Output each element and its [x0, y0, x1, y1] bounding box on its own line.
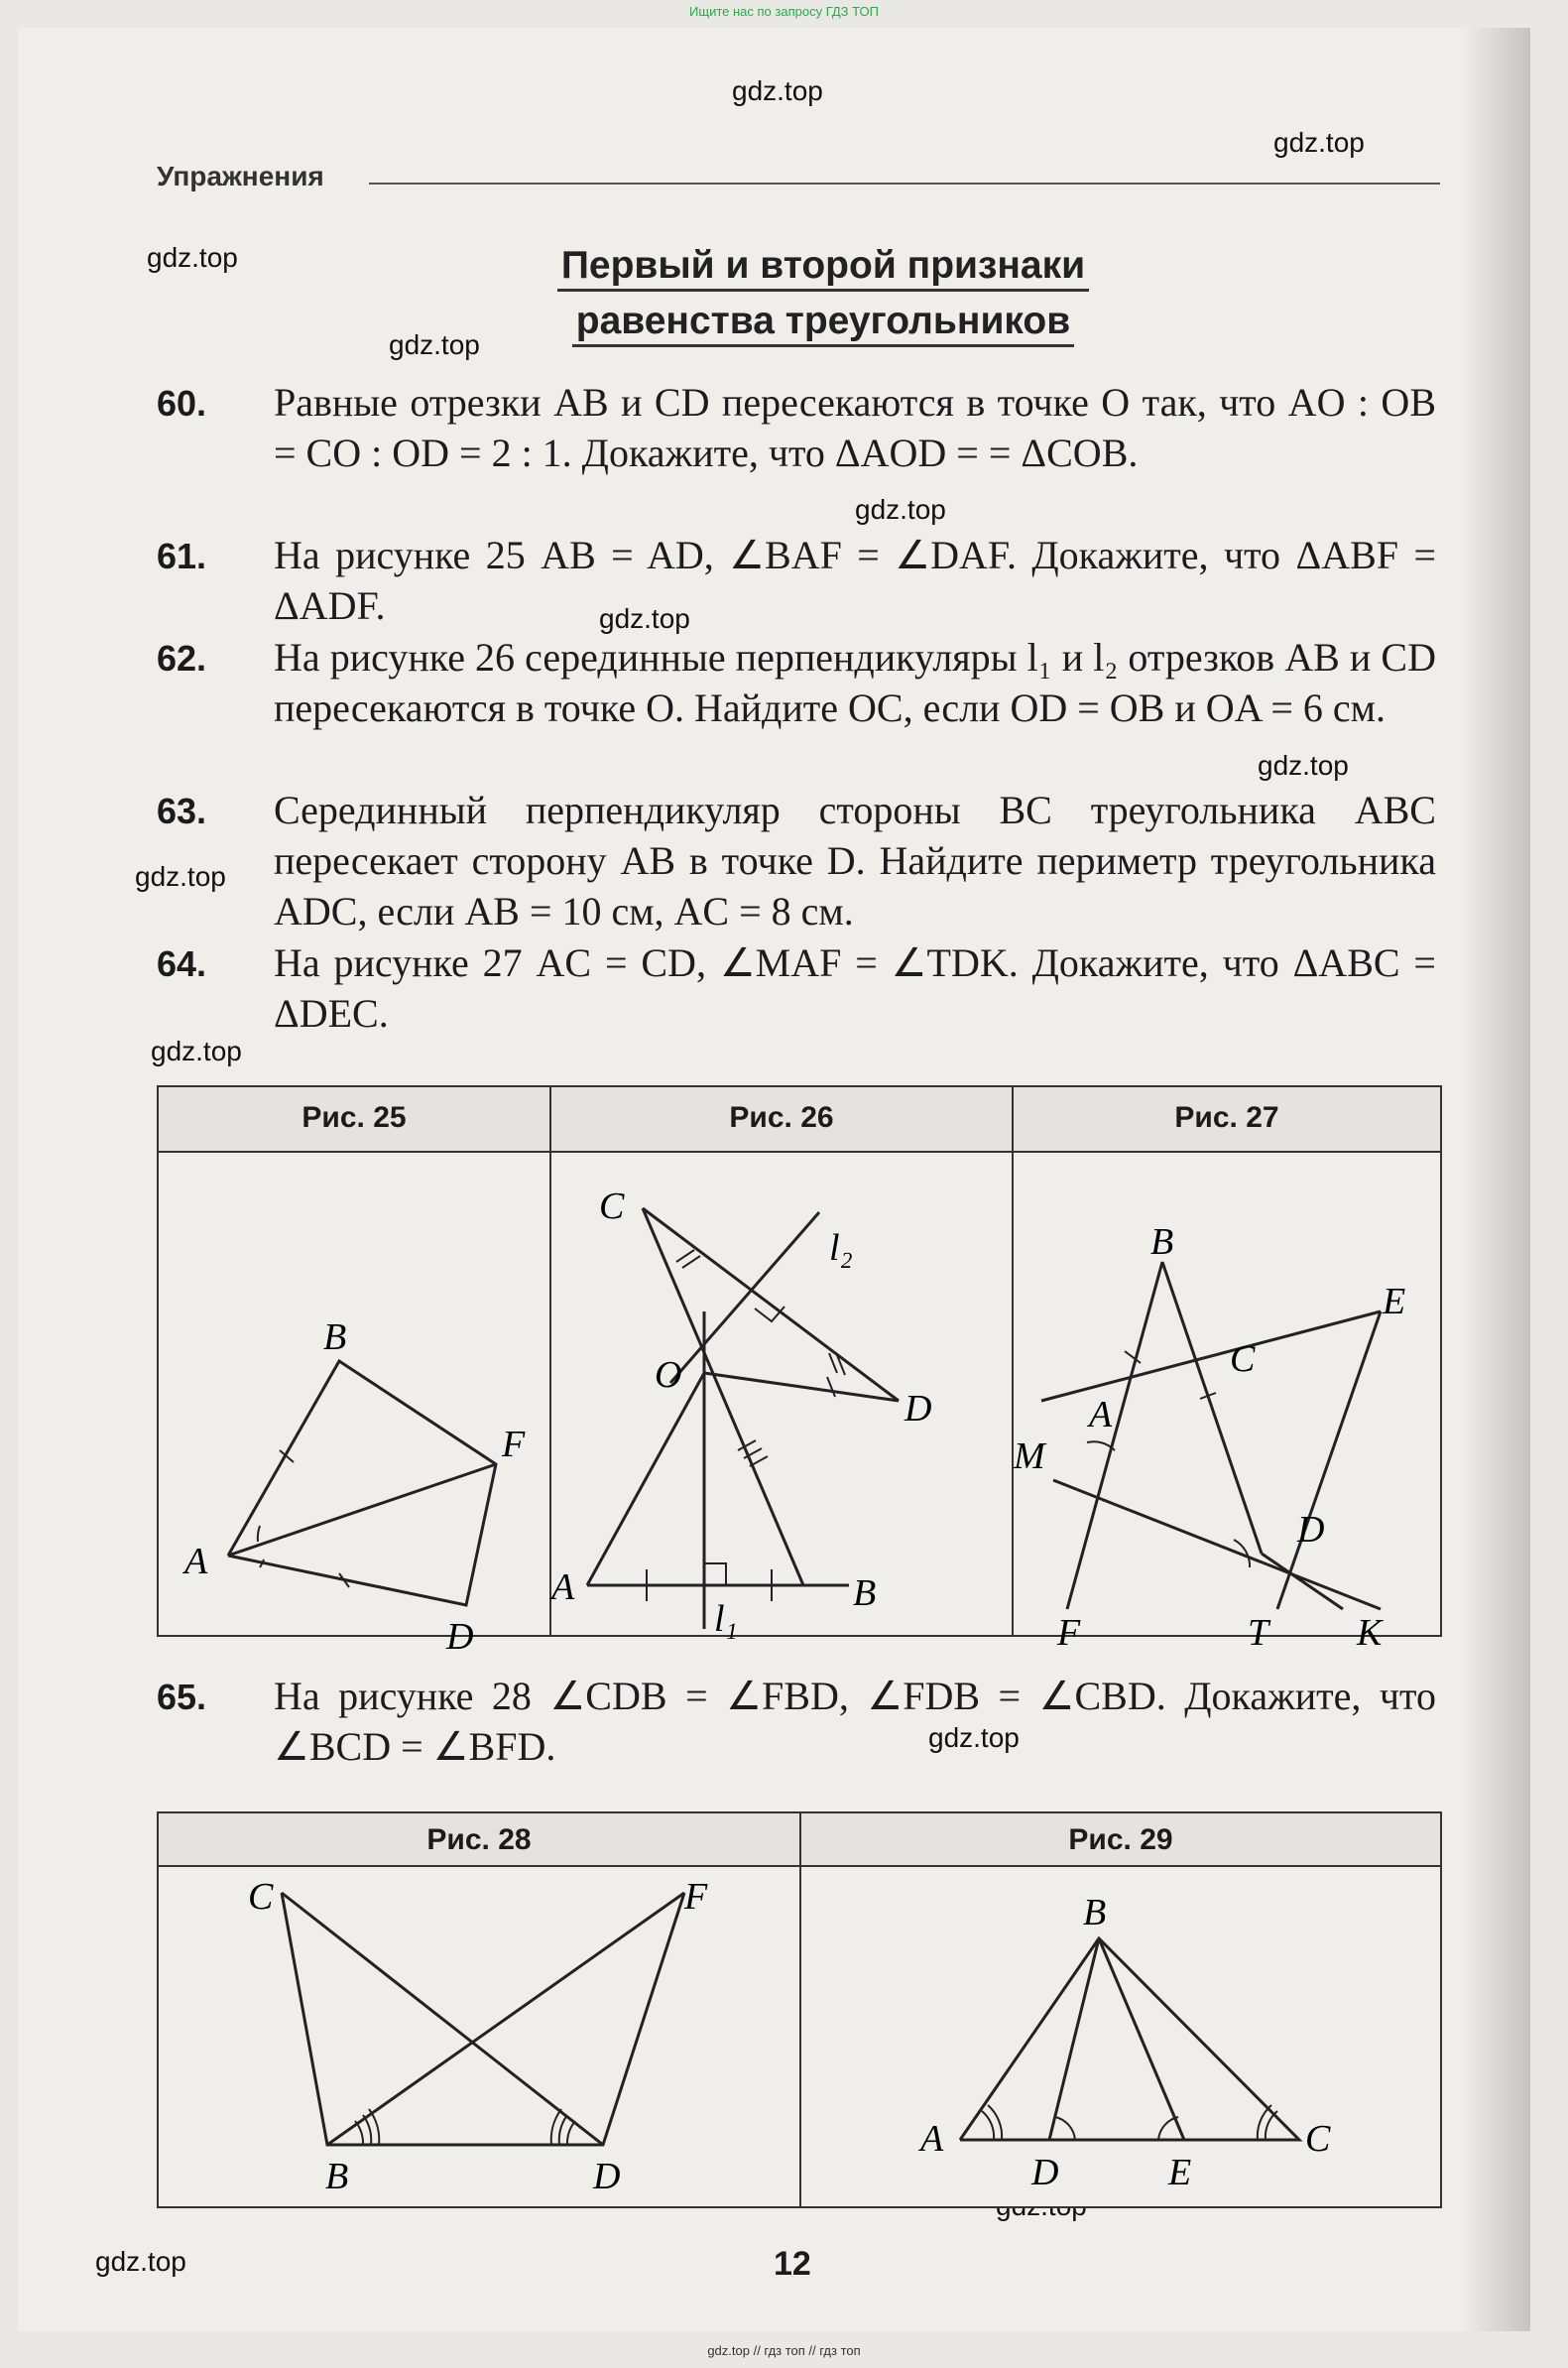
angle-arc — [982, 2111, 994, 2140]
figure-28-title: Рис. 28 — [426, 1823, 532, 1856]
fig27-line-et — [1277, 1311, 1381, 1609]
fig27-line-bd — [1162, 1262, 1262, 1554]
fig27-label-f: F — [1057, 1612, 1081, 1654]
watermark: gdz.top — [151, 1036, 242, 1066]
fig27-label-b: B — [1150, 1221, 1174, 1263]
fig26-line-l2 — [670, 1212, 819, 1383]
figure-25-drawing — [159, 1153, 549, 1658]
fig27-line-dk — [1262, 1554, 1343, 1609]
fig27-line-bf — [1067, 1262, 1162, 1609]
figures-25-27-table — [157, 1085, 1442, 1658]
exercise-number: 64. — [157, 943, 207, 984]
fig25-label-b: B — [323, 1316, 347, 1358]
angle-arc — [1055, 2117, 1075, 2140]
fig26-segment-ao — [587, 1373, 704, 1585]
watermark: gdz.top — [389, 329, 480, 360]
watermark: gdz.top — [732, 75, 823, 106]
figure-25-title: Рис. 25 — [302, 1101, 407, 1134]
top-banner: Ищите нас по запросу ГДЗ ТОП — [689, 4, 879, 19]
section-label: Упражнения — [157, 161, 324, 191]
figure-27-title: Рис. 27 — [1174, 1101, 1279, 1134]
fig28-label-d: D — [593, 2156, 621, 2197]
fig25-diagonal-af — [228, 1464, 496, 1556]
fig29-label-e: E — [1168, 2152, 1192, 2193]
fig29-label-c: C — [1305, 2118, 1331, 2160]
fig29-segment-bd — [1049, 1938, 1099, 2140]
fig28-label-b: B — [325, 2156, 349, 2197]
exercise-text: Серединный перпендикуляр стороны BC треугольника ABC пересекает сторону AB в точке D. Найдите периметр треугольника ADC, если AB = 10 см, AC = 8 см. — [274, 788, 1436, 934]
exercise-text: На рисунке 28 ∠CDB = ∠FBD, ∠FDB = ∠CBD. Докажите, что ∠BCD = ∠BFD. — [274, 1674, 1436, 1769]
fig29-triangle-abc — [960, 1938, 1299, 2140]
exercise-text: Равные отрезки AB и CD пересекаются в точке O так, что AO : OB = CO : OD = 2 : 1. Докажите, что ΔAOD = = ΔCOB. — [274, 380, 1436, 475]
fig25-label-d: D — [446, 1616, 474, 1658]
fig28-label-f: F — [684, 1876, 708, 1918]
watermark: gdz.top — [95, 2246, 186, 2277]
exercise-number: 62. — [157, 638, 207, 679]
figures-28-29-table — [157, 1811, 1442, 2208]
fig26-label-o: O — [655, 1354, 682, 1396]
watermark: gdz.top — [855, 494, 946, 525]
exercise-number: 61. — [157, 536, 207, 576]
figure-26-drawing — [551, 1153, 1012, 1640]
watermark: gdz.top — [1258, 750, 1349, 781]
figure-26-title: Рис. 26 — [729, 1101, 834, 1134]
fig26-segment-co-ob — [643, 1208, 803, 1585]
exercise-number: 60. — [157, 383, 207, 424]
heading-line-2: равенства треугольников — [436, 300, 1210, 343]
watermark: gdz.top — [599, 603, 690, 634]
fig27-label-c: C — [1230, 1338, 1256, 1380]
figure-29-title: Рис. 29 — [1068, 1823, 1173, 1856]
tick-mark — [827, 1377, 835, 1397]
tick-mark — [829, 1353, 837, 1373]
figure-28-drawing — [159, 1867, 799, 2204]
figure-29-drawing — [801, 1867, 1440, 2204]
bottom-banner: gdz.top // гдз топ // гдз топ — [707, 2343, 861, 2358]
fig27-label-a: A — [1089, 1394, 1113, 1435]
angle-arc — [567, 2121, 575, 2145]
tick-mark — [676, 1250, 694, 1262]
fig26-label-l1: l₁ — [714, 1598, 738, 1640]
fig28-outer-path — [282, 1893, 684, 2145]
right-angle-mark — [704, 1563, 726, 1585]
watermark: gdz.top — [135, 861, 226, 892]
page-edge-shadow — [1461, 28, 1530, 2331]
exercise-number: 65. — [157, 1677, 207, 1717]
fig28-label-c: C — [248, 1876, 274, 1918]
fig29-label-b: B — [1083, 1892, 1107, 1933]
exercise-text: На рисунке 26 серединные перпендикуляры l₁ и l₂ отрезков AB и CD пересекаются в точке O. Найдите OC, если OD = OB и OA = 6 см. — [274, 635, 1436, 730]
fig27-label-d: D — [1297, 1509, 1325, 1551]
fig27-label-e: E — [1383, 1281, 1406, 1322]
section-rule — [369, 183, 1440, 185]
fig26-label-d: D — [905, 1388, 932, 1430]
fig29-label-d: D — [1031, 2152, 1059, 2193]
fig26-label-b: B — [853, 1572, 877, 1614]
page-number: 12 — [774, 2245, 811, 2283]
tick-mark — [750, 1456, 768, 1466]
watermark: gdz.top — [928, 1722, 1020, 1753]
fig25-label-f: F — [502, 1424, 526, 1465]
exercise-number: 63. — [157, 791, 207, 831]
fig29-segment-be — [1099, 1938, 1184, 2140]
fig26-label-a: A — [551, 1566, 575, 1608]
figure-27-drawing — [1014, 1153, 1440, 1654]
fig26-label-l2: l₂ — [829, 1227, 853, 1269]
exercise-text: На рисунке 27 AC = CD, ∠MAF = ∠TDK. Докажите, что ΔABC = ΔDEC. — [274, 940, 1436, 1036]
tick-mark — [682, 1256, 700, 1268]
fig25-quadrilateral — [228, 1361, 496, 1605]
fig28-segment-cd — [282, 1893, 603, 2145]
fig27-line-ak — [1053, 1480, 1381, 1609]
fig25-label-a: A — [184, 1541, 208, 1582]
fig28-segment-fb — [327, 1893, 684, 2145]
right-angle-mark — [755, 1307, 784, 1321]
angle-arc — [559, 2115, 567, 2145]
fig29-label-a: A — [920, 2118, 944, 2160]
fig27-label-m: M — [1014, 1435, 1045, 1477]
angle-arc — [258, 1526, 260, 1542]
exercise-text: На рисунке 25 AB = AD, ∠BAF = ∠DAF. Докажите, что ΔABF = ΔADF. — [274, 533, 1436, 628]
fig27-label-t: T — [1248, 1612, 1269, 1654]
watermark: gdz.top — [147, 242, 238, 273]
heading-line-1: Первый и второй признаки — [436, 244, 1210, 288]
watermark: gdz.top — [1273, 127, 1365, 158]
fig26-label-c: C — [599, 1185, 625, 1227]
fig27-line-me — [1041, 1311, 1381, 1401]
fig27-label-k: K — [1357, 1612, 1383, 1654]
